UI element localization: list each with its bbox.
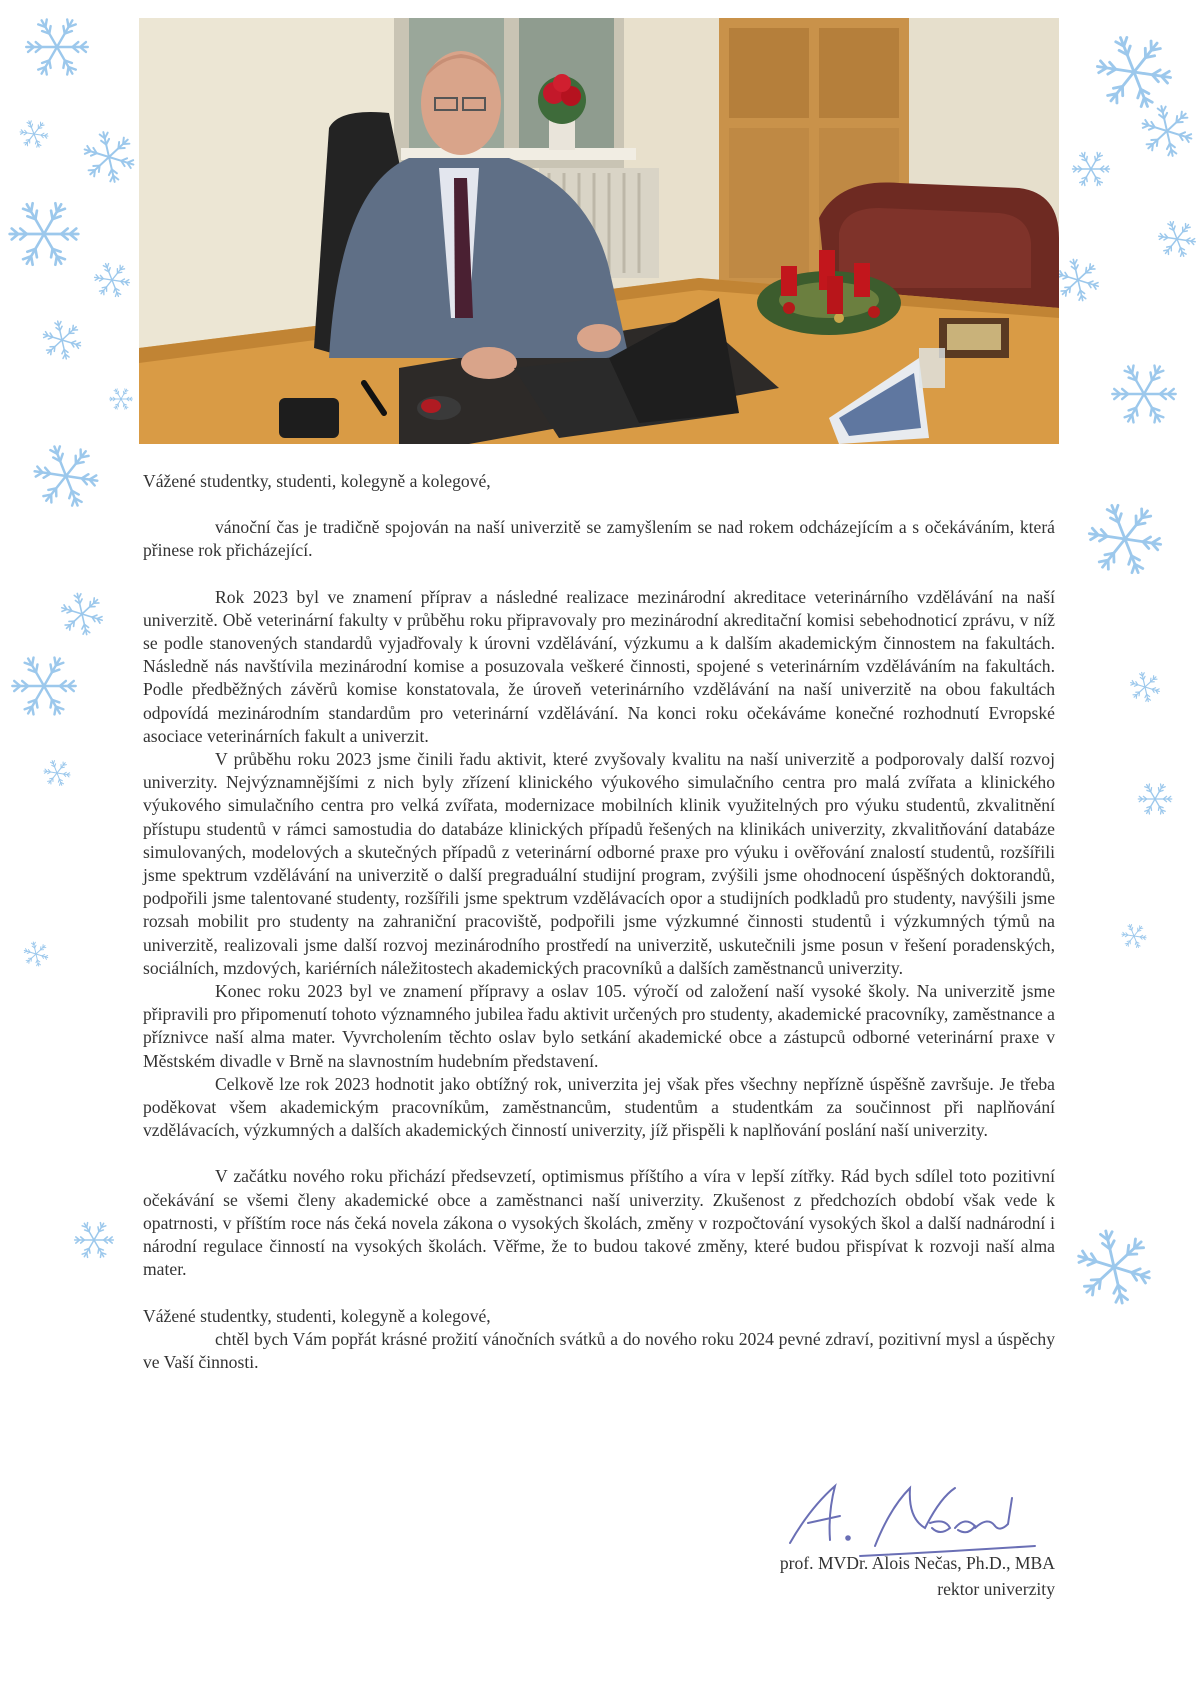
snowflake-icon: [18, 118, 50, 150]
snowflake-icon: [40, 318, 84, 362]
paragraph-intro: vánoční čas je tradičně spojován na naší univerzitě se zamyšlením se nad rokem odcházejícím a s očekáváním, která přinese rok přicházející.: [143, 517, 1055, 561]
paragraph-wishes: chtěl bych Vám popřát krásné prožití vánočních svátků a do nového roku 2024 pevné zdraví, pozitivní mysl a úspěchy ve Vaší činnosti.: [143, 1328, 1055, 1372]
paragraph-activities: V průběhu roku 2023 jsme činili řadu aktivit, které zvyšovaly kvalitu na naší univerzitě a podporovaly další rozvoj univerzity. Nejvýznamnějšími z nich byly zřízení klinického výukového simulačního centra pro malá zvířata a klinického výukového simulačního centra pro velká zvířata, modernizace mobilních klinik využitelných pro výuku studentů, zkvalitnění přístupu studentů v rámci samostudia do databáze klinických případů řešených na klinikách univerzity, zkvalitňování databáze simulovaných, modelových a skutečných případů z veterinární odborné praxe pro výuku i ověřování znalostí studentů, rozšířili jsme spektrum vzdělávání na univerzitě o další pregraduální studijní program, zvýšili jsme ohodnocení úspěšných doktorandů, podpořili jsme talentované studenty, rozšířili jsme spektrum vzdělávacích opor a studijních podkladů pro studenty, navýšili jsme rozsah mobilit pro studenty na zahraniční pracoviště, podpořili jsme výzkumné činnosti studentů i výzkumných týmů na univerzitě, realizovali jsme další rozvoj mezinárodního prostředí na univerzitě, uskutečnili jsme posun v řešení poradenských, sociálních, mzdových, kariérních náležitostech akademických pracovníků a dalších zaměstnanců univerzity.: [143, 749, 1055, 978]
snowflake-icon: [5, 195, 83, 273]
snowflake-icon: [72, 1218, 116, 1262]
snowflake-icon: [8, 650, 80, 722]
closing-salutation: Vážené studentky, studenti, kolegyně a kolegové,: [143, 1305, 491, 1326]
rector-office-photo: [139, 18, 1059, 444]
snowflake-icon: [1084, 498, 1166, 580]
snowflake-icon: [42, 758, 72, 788]
snowflake-icon: [1070, 148, 1112, 190]
snowflake-icon: [1128, 670, 1162, 704]
snowflake-icon: [80, 128, 138, 186]
signature-block: [780, 1550, 1055, 1602]
snowflake-icon: [30, 440, 102, 512]
paragraph-new-year: V začátku nového roku přichází předsevzetí, optimismus příštího a víra v lepší zítřky. Rád bych sdílel toto pozitivní očekávání se všemi členy akademické obce a zaměstnanci naší univerzity. Zkušenost z předchozích období však vede k opatrnosti, v příštím roce nás čeká novela zákona o vysokých školách, změny v rozpočtování vysokých škol a další nadnárodní i národní regulace činností na vysokých školách. Věřme, že to budou takové změny, které budou přispívat k rozvoji naší alma mater.: [143, 1166, 1055, 1280]
signatory-name: prof. MVDr. Alois Nečas, Ph.D., MBA: [779, 1553, 1055, 1573]
letter-body: [143, 470, 1055, 1374]
snowflake-icon: [1156, 218, 1198, 260]
paragraph-anniversary: Konec roku 2023 byl ve znamení přípravy a oslav 105. výročí od založení naší vysoké školy. Na univerzitě jsme připravili pro připomenutí tohoto významného jubilea řadu aktivit určených pro studenty, akademické pracovníky, zaměstnance a příznivce naší alma mater. Vyvrcholením těchto oslav bylo setkání akademické obce a zástupců odborné veterinární praxe v Městském divadle v Brně na slavnostním hudebním představení.: [143, 981, 1055, 1071]
snowflake-icon: [92, 260, 132, 300]
salutation: Vážené studentky, studenti, kolegyně a kolegové,: [143, 471, 491, 491]
snowflake-icon: [1072, 1225, 1156, 1309]
snowflake-icon: [22, 12, 92, 82]
snowflake-icon: [1120, 922, 1148, 950]
snowflake-icon: [1108, 358, 1180, 430]
snowflake-icon: [1054, 256, 1102, 304]
snowflake-icon: [58, 590, 106, 638]
paragraph-accreditation: Rok 2023 byl ve znamení příprav a následné realizace mezinárodní akreditace veterinárního vzdělávání na naší univerzitě. Obě veterinární fakulty v průběhu roku připravovaly pro mezinárodní akreditační komisi sebehodnoticí zprávu, v níž se podle stanovených standardů vyjadřovaly k úrovni vzdělávání, výzkumu a k dalším akademickým činnostem na fakultách. Následně nás navštívila mezinárodní komise a posuzovala veškeré činnosti, spojené s veterinárním vzděláváním na fakultách. Podle předběžných závěrů komise konstatovala, že úroveň veterinárního vzdělávání na naší univerzitě na obou fakultách odpovídá mezinárodním standardům pro veterinární vzdělávání. Na konci roku očekáváme konečné rozhodnutí Evropské asociace veterinárních fakult a univerzit.: [143, 586, 1055, 746]
snowflake-icon: [108, 386, 134, 412]
signatory-role: rektor univerzity: [937, 1579, 1055, 1599]
snowflake-icon: [1138, 102, 1196, 160]
snowflake-icon: [1092, 30, 1176, 114]
snowflake-icon: [22, 940, 50, 968]
paragraph-summary: Celkově lze rok 2023 hodnotit jako obtížný rok, univerzita jej však přes všechny nepřízně úspěšně završuje. Je třeba poděkovat všem akademickým pracovníkům, zaměstnancům, studentům a studentkám za součinnost při naplňování vzdělávacích, výzkumných a dalších akademických činností univerzity, jíž přispěli k naplňování poslání naší univerzity.: [143, 1073, 1055, 1141]
snowflake-icon: [1136, 780, 1174, 818]
